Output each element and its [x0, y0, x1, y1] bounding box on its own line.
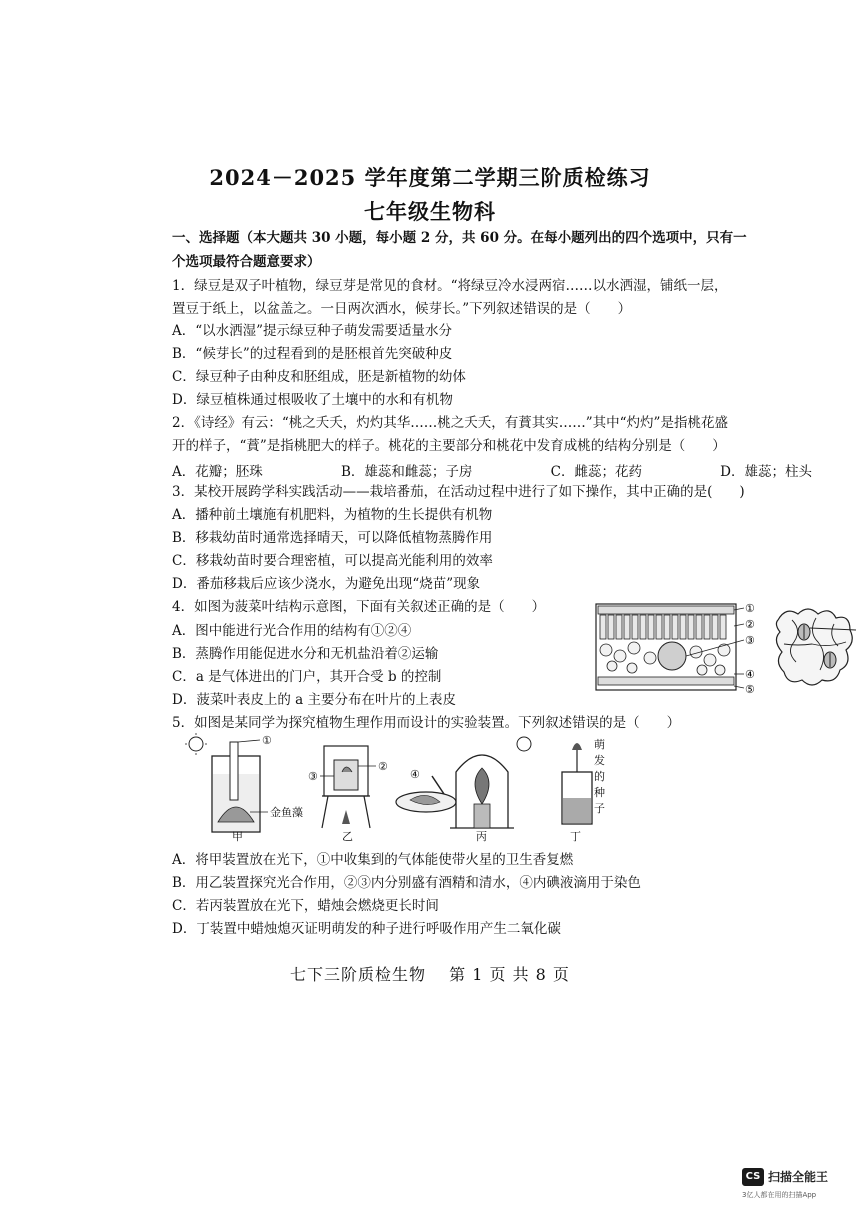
q5-option-c: C．若丙装置放在光下，蜡烛会燃烧更长时间 [172, 898, 439, 914]
inner-beaker-yi [334, 760, 358, 790]
q4-stem-line1: 4．如图为菠菜叶结构示意图，下面有关叙述正确的是（ ） [172, 599, 546, 615]
leaf-vein [658, 642, 686, 670]
exam-title: 2024－2025 学年度第二学期三阶质检练习 [209, 165, 651, 190]
apparatus-bing [450, 755, 514, 843]
q2-stem-line1: 2．《诗经》有云：“桃之夭夭，灼灼其华……桃之夭夭，有蕡其实……”其中“灼灼”是指桃花盛 [172, 415, 728, 431]
q2-option-d: D．雄蕊；柱头 [720, 464, 812, 480]
apparatus-yi [308, 746, 388, 843]
camscanner-logo-icon: CS [742, 1168, 764, 1186]
plant-physiology-experiments-figure [182, 732, 642, 844]
leaf-label-4: ④ [745, 668, 755, 681]
dropper [432, 776, 444, 794]
q1-stem-line2: 置豆于纸上，以盆盖之。一日两次洒水，候芽长。”下列叙述错误的是（ ） [172, 301, 632, 317]
apparatus-jia [185, 733, 303, 843]
petri-dish-setup [396, 768, 456, 812]
q1-option-c: C．绿豆种子由种皮和胚组成，胚是新植物的幼体 [172, 369, 466, 385]
label-n4: ④ [410, 768, 420, 781]
test-tube-jia [230, 742, 238, 800]
label-n3: ③ [308, 770, 318, 783]
lamp-flame [342, 810, 350, 824]
q1-stem-line1: 1．绿豆是双子叶植物，绿豆芽是常见的食材。“将绿豆冷水浸两宿……以水洒湿，铺纸一层， [172, 278, 728, 294]
sun-icon [189, 737, 203, 751]
leaf-epidermis-stomata-figure [772, 600, 858, 692]
q2-stem-line2: 开的样子，“蕡”是指桃肥大的样子。桃花的主要部分和桃花中发育成桃的结构分别是（ ） [172, 438, 726, 454]
section-heading-line2: 个选项最符合题意要求） [172, 254, 321, 270]
label-de: 的 [594, 770, 605, 783]
leaf-label-3: ③ [745, 634, 755, 647]
sun-icon-ding [517, 737, 531, 751]
q4-option-b: B．蒸腾作用能促进水分和无机盐沿着②运输 [172, 646, 439, 662]
flower-pot [474, 804, 490, 828]
q3-option-a: A．播种前土壤施有机肥料，为植物的生长提供有机物 [172, 507, 493, 523]
leaf-label-5: ⑤ [745, 683, 755, 696]
label-yi: 乙 [342, 830, 353, 843]
germinating-seeds [563, 798, 591, 823]
label-ding: 丁 [570, 830, 581, 843]
label-n2: ② [378, 760, 388, 773]
q1-option-d: D．绿豆植株通过根吸收了土壤中的水和有机物 [172, 392, 453, 408]
q4-option-d: D．菠菜叶表皮上的 a 主要分布在叶片的上表皮 [172, 692, 456, 708]
q2-option-c: C．雌蕊；花药 [550, 464, 642, 480]
q3-option-d: D．番茄移栽后应该少浇水，为避免出现“烧苗”现象 [172, 576, 481, 592]
label-bing: 丙 [476, 830, 487, 843]
q3-option-c: C．移栽幼苗时要合理密植，可以提高光能利用的效率 [172, 553, 493, 569]
q5-option-a: A．将甲装置放在光下，①中收集到的气体能使带火星的卫生香复燃 [172, 852, 574, 868]
exam-subtitle: 七年级生物科 [364, 199, 496, 224]
label-meng: 萌 [594, 738, 605, 751]
camscanner-tagline: 3亿人都在用的扫描App [742, 1191, 817, 1199]
q4-option-c: C．a 是气体进出的门户，其开合受 b 的控制 [172, 669, 442, 685]
label-fa: 发 [594, 754, 605, 767]
q3-stem-line1: 3．某校开展跨学科实践活动——栽培番茄，在活动过程中进行了如下操作，其中正确的是( ) [172, 484, 745, 500]
spinach-leaf-cross-section-figure [592, 600, 770, 700]
potted-plant [475, 768, 489, 804]
q1-option-b: B．“候芽长”的过程看到的是胚根首先突破种皮 [172, 346, 453, 362]
candle [572, 743, 582, 750]
page-footer: 七下三阶质检生物 第 1 页 共 8 页 [290, 965, 570, 984]
q1-option-a: A．“以水洒湿”提示绿豆种子萌发需要适量水分 [172, 323, 453, 339]
leader-n1 [238, 740, 260, 742]
label-n1: ① [262, 734, 272, 747]
tripod-leg-left [322, 796, 328, 828]
label-jia: 甲 [232, 830, 243, 843]
q5-option-d: D．丁装置中蜡烛熄灭证明萌发的种子进行呼吸作用产生二氧化碳 [172, 921, 561, 937]
q4-option-a: A．图中能进行光合作用的结构有①②④ [172, 623, 412, 639]
section-heading-line1: 一、选择题（本大题共 30 小题，每小题 2 分，共 60 分。在每小题列出的四个选项中，只有一 [172, 230, 747, 246]
sun-rays [185, 733, 207, 755]
leaf-label-1: ① [745, 602, 755, 615]
tripod-leg-right [364, 796, 370, 828]
q3-option-b: B．移栽幼苗时通常选择晴天，可以降低植物蒸腾作用 [172, 530, 493, 546]
q5-stem-line1: 5．如图是某同学为探究植物生理作用而设计的实验装置。下列叙述错误的是（ ） [172, 715, 681, 731]
lower-epidermis [598, 677, 734, 685]
label-hornwort: 金鱼藻 [270, 806, 303, 819]
q2-options [172, 460, 812, 480]
leaf-label-2: ② [745, 618, 755, 631]
q2-option-a: A．花瓣；胚珠 [172, 464, 263, 480]
label-zi: 子 [594, 802, 605, 815]
camscanner-app-name: 扫描全能王 [768, 1170, 829, 1184]
apparatus-ding [517, 737, 605, 843]
upper-epidermis [598, 606, 734, 614]
label-zhong: 种 [594, 786, 605, 799]
q5-option-b: B．用乙装置探究光合作用，②③内分别盛有酒精和清水，④内碘液滴用于染色 [172, 875, 641, 891]
q2-option-b: B．雄蕊和雌蕊；子房 [340, 464, 473, 480]
